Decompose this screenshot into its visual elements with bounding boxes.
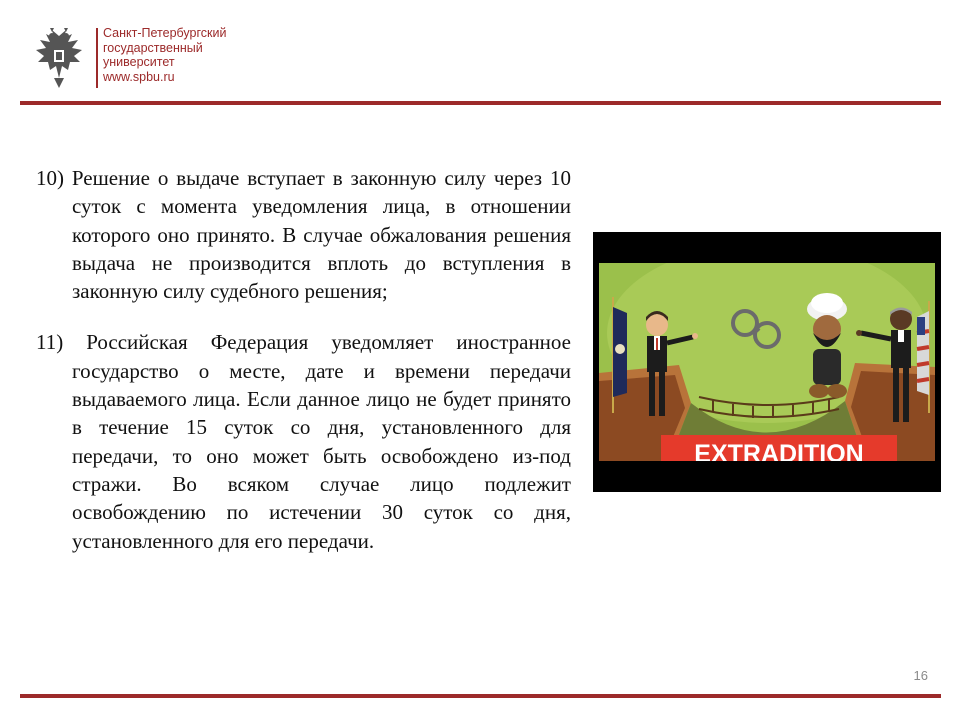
extradition-illustration xyxy=(593,232,941,492)
university-name xyxy=(103,26,226,84)
footer-rule xyxy=(20,694,941,698)
paragraph-10: 10) Решение о выдаче вступает в законную силу через 10 суток с момента уведомления лица, в отношении которого оно принято. В случае обжалования решения выдача не производится вплоть до вступления в законную силу судебного решения; xyxy=(36,166,571,304)
extradition-banner xyxy=(661,435,897,461)
header-divider xyxy=(96,28,98,88)
page-number: 16 xyxy=(913,668,928,683)
paragraph-11: 11) Российская Федерация уведомляет иностранное государство о месте, дате и времени передачи выдаваемого лица. Если данное лицо не будет принято в течение 15 суток со дня, установленного для передачи, то оно может быть освобождено из-под стражи. Во всяком случае лицо подлежит освобождению по истечении 30 суток со дня, установленного для его передачи. xyxy=(36,330,571,553)
university-name-line-2: государственный xyxy=(103,40,203,55)
university-name-line-1: Санкт-Петербургский xyxy=(103,26,227,40)
slide-body xyxy=(36,164,571,555)
double-headed-eagle-icon xyxy=(30,26,88,90)
banner-text: EXTRADITION xyxy=(694,440,864,461)
university-website[interactable]: www.spbu.ru xyxy=(103,69,175,84)
university-name-line-3: университет xyxy=(103,55,175,69)
header-rule xyxy=(20,101,941,105)
extradition-cartoon xyxy=(599,263,935,461)
university-logo xyxy=(30,26,88,90)
